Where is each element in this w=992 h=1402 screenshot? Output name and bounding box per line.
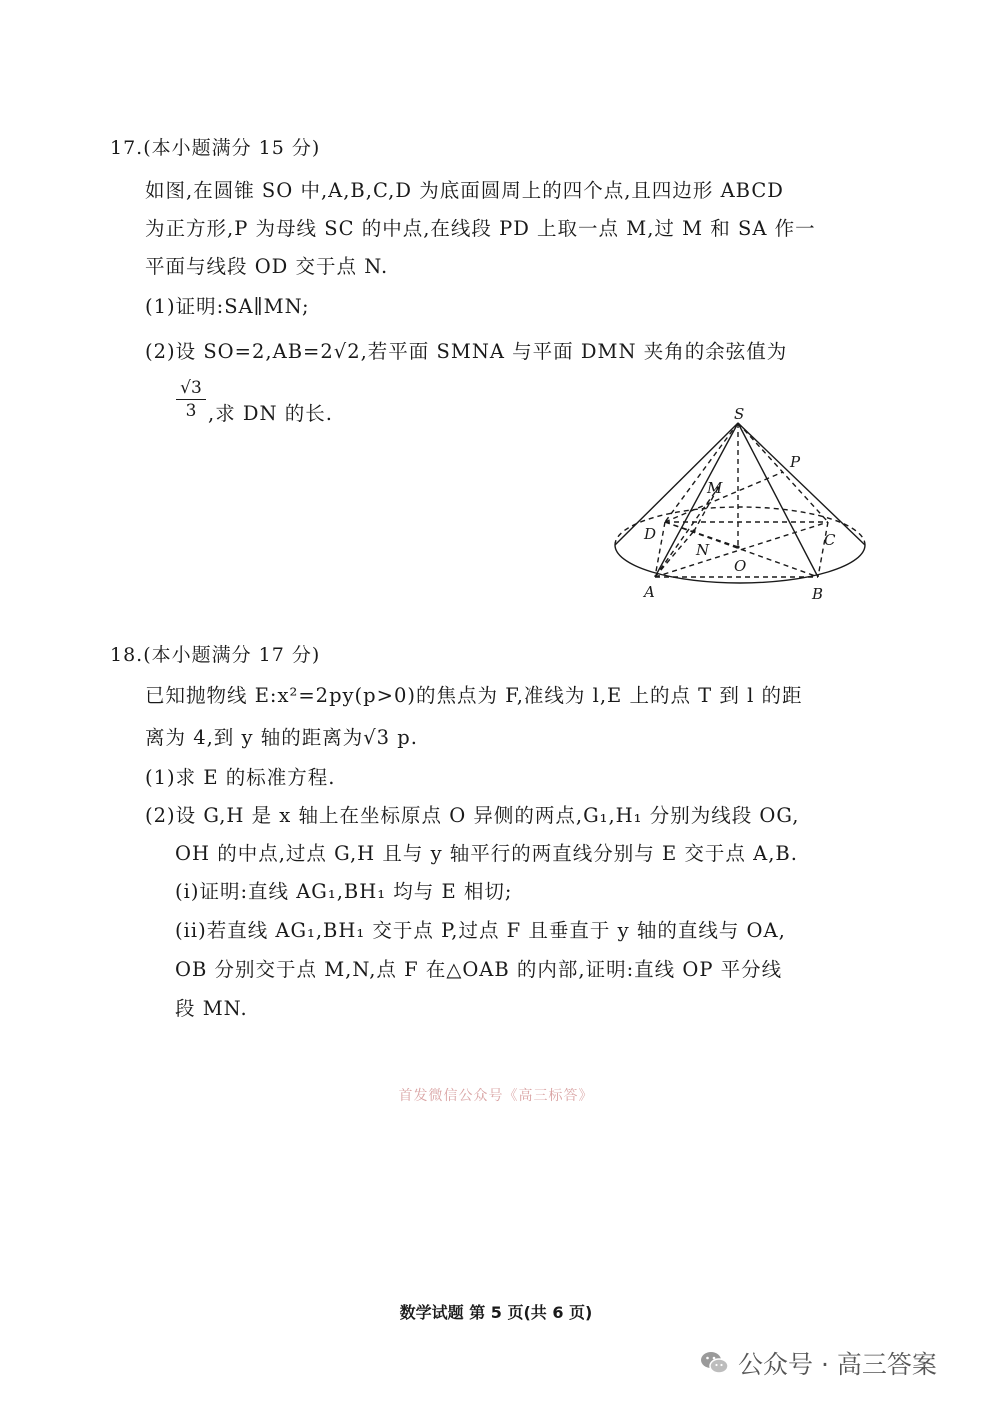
silhouette-right: [738, 423, 865, 545]
q17-line-2: 为正方形,P 为母线 SC 的中点,在线段 PD 上取一点 M,过 M 和 SA 作一: [145, 217, 816, 240]
q17-line-3: 平面与线段 OD 交于点 N.: [145, 255, 389, 278]
q17-part-1: (1)证明:SA∥MN;: [145, 295, 310, 318]
q17-part-2: (2)设 SO=2,AB=2√2,若平面 SMNA 与平面 DMN 夹角的余弦值为: [145, 340, 788, 363]
fraction-numerator: √3: [176, 378, 206, 400]
q18-part-2-ii-cont: OB 分别交于点 M,N,点 F 在△OAB 的内部,证明:直线 OP 平分线: [175, 958, 783, 981]
label-C: C: [824, 531, 836, 549]
q18-part-2: (2)设 G,H 是 x 轴上在坐标原点 O 异侧的两点,G₁,H₁ 分别为线段 OG,: [145, 804, 800, 827]
q18-part-2-ii: (ii)若直线 AG₁,BH₁ 交于点 P,过点 F 且垂直于 y 轴的直线与 OA,: [175, 919, 786, 942]
edge-SB: [738, 423, 818, 577]
q18-line-2: 离为 4,到 y 轴的距离为√3 p.: [145, 726, 418, 749]
label-M: M: [707, 479, 723, 497]
q17-header: 17.(本小题满分 15 分): [110, 137, 321, 159]
label-S: S: [734, 405, 745, 423]
label-D: D: [644, 525, 657, 543]
fraction-denominator: 3: [185, 401, 197, 421]
wechat-tag: [700, 1343, 937, 1383]
q17-line-1: 如图,在圆锥 SO 中,A,B,C,D 为底面圆周上的四个点,且四边形 ABCD: [145, 179, 784, 202]
q18-part-1: (1)求 E 的标准方程.: [145, 766, 336, 789]
fraction-sqrt3-over-3: [176, 378, 206, 421]
wechat-tag-text: 公众号 · 高三答案: [738, 1350, 937, 1379]
cone-figure: [600, 405, 880, 605]
q18-part-2-ii-end: 段 MN.: [175, 997, 248, 1020]
q18-part-2-cont: OH 的中点,过点 G,H 且与 y 轴平行的两直线分别与 E 交于点 A,B.: [175, 842, 798, 865]
q18-line-1: 已知抛物线 E:x²=2py(p>0)的焦点为 F,准线为 l,E 上的点 T 到 l 的距: [145, 684, 803, 707]
q18-part-2-i: (i)证明:直线 AG₁,BH₁ 均与 E 相切;: [175, 880, 513, 903]
edge-AM: [655, 488, 718, 577]
watermark-text: 首发微信公众号《高三标答》: [398, 1088, 594, 1104]
label-A: A: [644, 583, 655, 601]
label-B: B: [812, 585, 824, 603]
page-footer: 数学试题 第 5 页(共 6 页): [399, 1303, 593, 1322]
label-O: O: [734, 557, 747, 575]
q17-part-2-end: ,求 DN 的长.: [208, 402, 333, 425]
q18-header: 18.(本小题满分 17 分): [110, 644, 321, 666]
wechat-icon: [700, 1350, 730, 1376]
label-N: N: [696, 541, 710, 559]
label-P: P: [790, 453, 801, 471]
